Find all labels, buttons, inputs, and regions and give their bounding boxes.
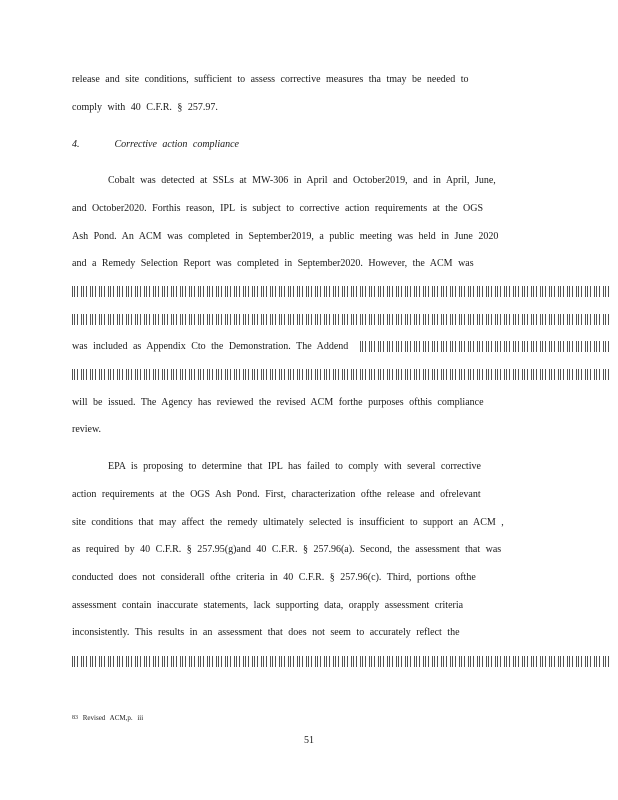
text-line: EPA is proposing to determine that IPL has failed to comply with several corrective <box>108 461 481 472</box>
footnote-text: Revised ACM,p. iii <box>82 714 144 722</box>
text-line <box>72 341 612 353</box>
text-line: Cobalt was detected at SSLs at MW-306 in April and October2019, and in April, June, <box>108 175 496 186</box>
garbled-text-segment <box>360 341 610 352</box>
text-line: site conditions that may affect the remedy ultimately selected is insufficient to support an ACM , <box>72 517 504 528</box>
text-line: and October2020. Forthis reason, IPL is subject to corrective action requirements at the OGS <box>72 203 484 214</box>
text-line: inconsistently. This results in an assessment that does not seem to accurately reflect the <box>72 627 460 638</box>
footnote <box>72 714 143 723</box>
section-number: 4. <box>72 139 80 150</box>
text-line: action requirements at the OGS Ash Pond. First, characterization ofthe release and ofrelevant <box>72 489 481 500</box>
page-number: 51 <box>304 735 314 746</box>
section-heading <box>72 139 612 151</box>
text-line: conducted does not considerall ofthe criteria in 40 C.F.R. § 257.96(c). Third, portions ofthe <box>72 572 476 583</box>
text-line: comply with 40 C.F.R. § 257.97. <box>72 102 218 113</box>
text-line: assessment contain inaccurate statements, lack supporting data, orapply assessment criteria <box>72 600 464 611</box>
text-line: review. <box>72 424 102 435</box>
garbled-text-line <box>72 369 612 380</box>
text-line: as required by 40 C.F.R. § 257.95(g)and 40 C.F.R. § 257.96(a). Second, the assessment that was <box>72 544 502 555</box>
section-title: Corrective action compliance <box>114 139 239 150</box>
garbled-text-line <box>72 656 612 667</box>
text-line: release and site conditions, sufficient to assess corrective measures tha tmay be needed to <box>72 74 469 85</box>
text-line: Ash Pond. An ACM was completed in September2019, a public meeting was held in June 2020 <box>72 231 499 242</box>
text-line: will be issued. The Agency has reviewed the revised ACM forthe purposes ofthis compliance <box>72 397 484 408</box>
garbled-text-line <box>72 286 612 297</box>
footnote-marker: 83 <box>72 715 78 721</box>
garbled-text-line <box>72 314 612 325</box>
text-segment: was included as Appendix Cto the Demonstration. The Addend <box>72 341 349 352</box>
text-line: and a Remedy Selection Report was completed in September2020. However, the ACM was <box>72 258 474 269</box>
